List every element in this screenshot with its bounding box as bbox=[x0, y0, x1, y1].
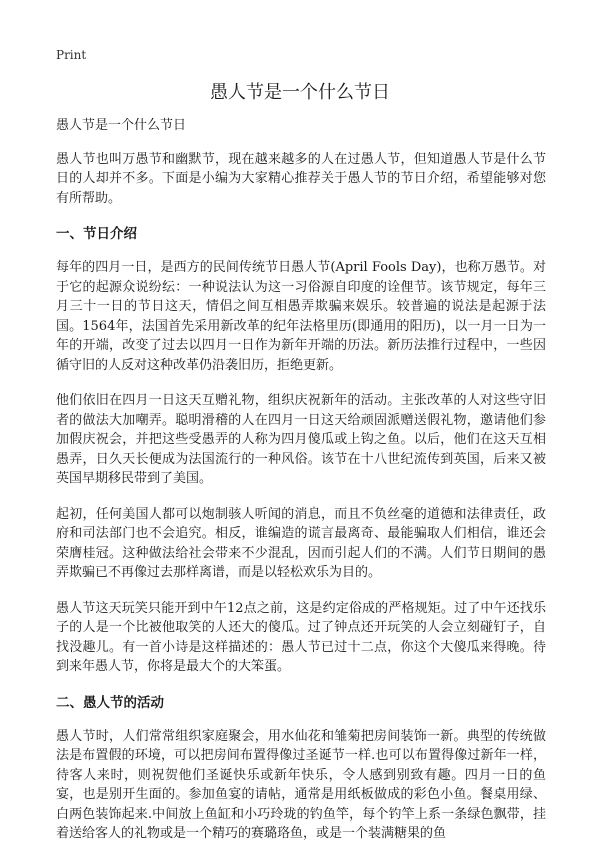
section1-paragraph-2: 他们依旧在四月一日这天互赠礼物，组织庆祝新年的活动。主张改革的人对这些守旧者的做法大加嘲弄。聪明滑稽的人在四月一日这天给顽固派赠送假礼物，邀请他们参加假庆祝会，并把这些受愚弄的人称为四月傻瓜或上钩之鱼。以后，他们在这天互相愚弄，日久天长便成为法国流行的一种风俗。该节在十八世纪流传到英国，后来又被英国早期移民带到了美国。 bbox=[56, 393, 546, 486]
article-subtitle: 愚人节是一个什么节日 bbox=[56, 118, 187, 133]
article-body bbox=[56, 116, 546, 860]
section-heading-activities: 二、愚人节的活动 bbox=[56, 694, 164, 711]
page-title: 愚人节是一个什么节日 bbox=[210, 82, 390, 103]
section1-paragraph-1: 每年的四月一日，是西方的民间传统节日愚人节(April Fools Day)，也称万愚节。对于它的起源众说纷纭：一种说法认为这一习俗源自印度的诠俚节。该节规定，每年三月三十一日的节日这天，情侣之间互相愚弄欺骗来娱乐。较普遍的说法是起源于法国。1564年，法国首先采用新改革的纪年法格里历(即通用的阳历)，以一月一日为一年的开端，改变了过去以四月一日作为新年开端的历法。新历法推行过程中，一些因循守旧的人反对这种改革仍沿袭旧历，拒绝更新。 bbox=[56, 260, 546, 373]
section-heading-introduction: 一、节日介绍 bbox=[56, 226, 137, 242]
print-label: Print bbox=[56, 48, 87, 62]
section1-paragraph-3: 起初，任何美国人都可以炮制骇人听闻的消息，而且不负丝毫的道德和法律责任，政府和司法部门也不会追究。相反，谁编造的谎言最离奇、最能骗取人们相信，谁还会荣膺桂冠。这种做法给社会带来不少混乱，因而引起人们的不满。人们节日期间的愚弄欺骗已不再像过去那样离谱，而是以轻松欢乐为目的。 bbox=[56, 506, 546, 580]
intro-paragraph: 愚人节也叫万愚节和幽默节，现在越来越多的人在过愚人节，但知道愚人节是什么节日的人却并不多。下面是小编为大家精心推荐关于愚人节的节日介绍，希望能够对您有所帮助。 bbox=[56, 151, 546, 206]
section1-paragraph-4: 愚人节这天玩笑只能开到中午12点之前，这是约定俗成的严格规矩。过了中午还找乐子的人是一个比被他取笑的人还大的傻瓜。过了钟点还开玩笑的人会立刻碰钉子，自找没趣儿。有一首小诗是这样描述的：愚人节已过十二点，你这个大傻瓜来得晚。待到来年愚人节，你将是最大个的大笨蛋。 bbox=[56, 600, 546, 674]
section2-paragraph-1: 愚人节时，人们常常组织家庭聚会，用水仙花和雏菊把房间装饰一新。典型的传统做法是布置假的环境，可以把房间布置得像过圣诞节一样.也可以布置得像过新年一样，待客人来时，则祝贺他们圣诞快乐或新年快乐，令人感到别致有趣。四月一日的鱼宴，也是别开生面的。参加鱼宴的请帖，通常是用纸板做成的彩色小鱼。餐桌用绿、白两色装饰起来.中间放上鱼缸和小巧玲珑的钓鱼竿，每个钓竿上系一条绿色飘带，挂着送给客人的礼物或是一个精巧的赛璐珞鱼，或是一个装满糖果的鱼 bbox=[56, 728, 546, 841]
